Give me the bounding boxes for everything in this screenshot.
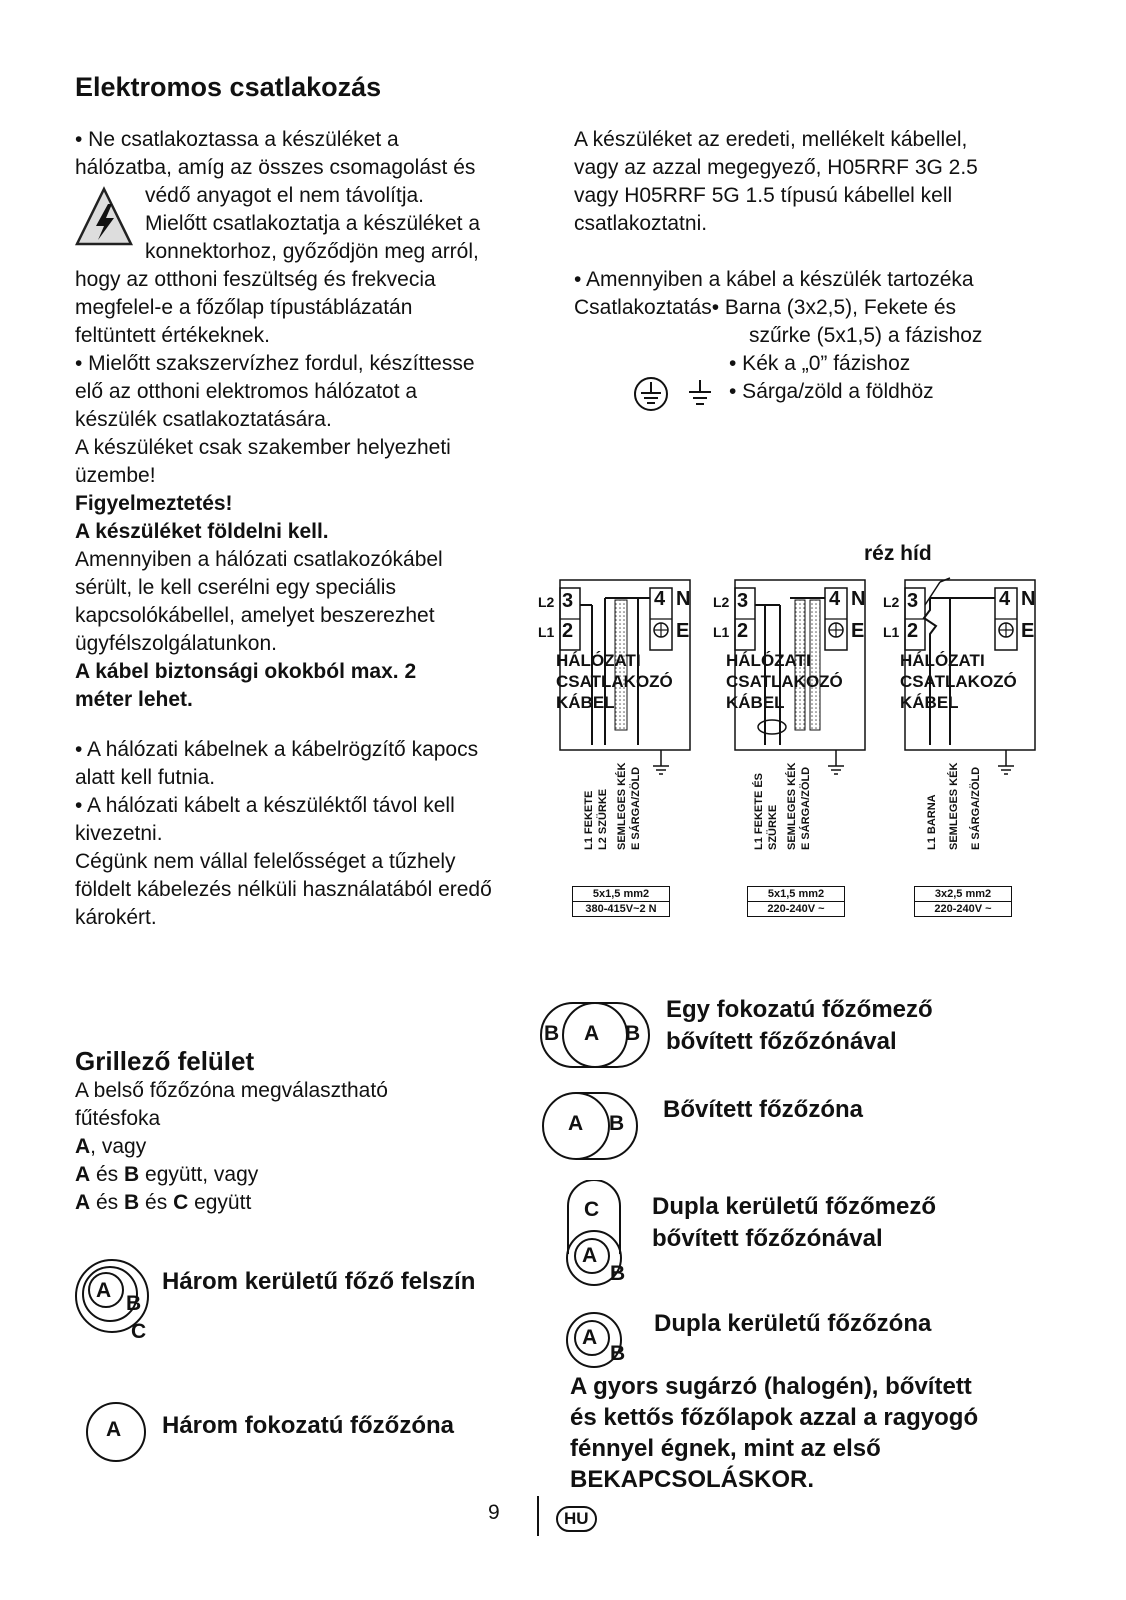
terminal-n: N — [1021, 588, 1036, 610]
text-line: • A hálózati kábelt a készüléktől távol kell — [75, 794, 455, 817]
grill-text — [75, 1077, 388, 1217]
wire-labels-1: L1 FEKETE L2 SZÜRKE SEMLEGES KÉK E SÁRGA/ZÖLD — [583, 762, 642, 850]
text-line: konnektorhoz, győződjön meg arról, — [145, 240, 479, 263]
wire-labels-2: L1 FEKETE ÉS SZÜRKE SEMLEGES KÉK E SÁRGA/ZÖLD — [753, 762, 812, 850]
zone-letter-a: A — [568, 1112, 584, 1135]
zone-letter-b: B — [609, 1112, 625, 1135]
text-line: kapcsolókábellel, amelyet beszerezhet — [75, 604, 435, 627]
text-line: • Amennyiben a kábel a készülék tartozéka — [574, 268, 974, 291]
right-text-block — [574, 126, 982, 406]
text-line: készülék csatlakoztatására. — [75, 408, 332, 431]
text-line: földelt kábelezés nélküli használatából eredő — [75, 878, 492, 901]
text-line: Mielőtt csatlakoztatja a készüléket a — [145, 212, 480, 235]
terminal-3: 3 — [562, 590, 574, 612]
wiring-labels — [530, 570, 1050, 930]
terminal-4: 4 — [999, 588, 1011, 610]
high-voltage-warning-icon — [74, 186, 134, 248]
terminal-2: 2 — [562, 620, 574, 642]
connection-label: Csatlakoztatás — [574, 296, 712, 319]
text-line: vagy H05RRF 5G 1.5 típusú kábellel kell — [574, 184, 953, 207]
text-line: ügyfélszolgálatunkon. — [75, 632, 277, 655]
text-line: A belső főzőzóna megválasztható — [75, 1079, 388, 1102]
zone-letter-a: A — [582, 1244, 598, 1267]
zone-letter-b: B — [544, 1022, 560, 1045]
language-badge: HU — [556, 1506, 597, 1532]
terminal-4: 4 — [654, 588, 666, 610]
text-line: hálózatba, amíg az összes csomagolást és — [75, 156, 476, 179]
terminal-e: E — [1021, 620, 1035, 642]
terminal-3: 3 — [907, 590, 919, 612]
double-label: Dupla kerületű főzőzóna — [654, 1310, 932, 1337]
terminal-e: E — [676, 620, 690, 642]
cable-warning: méter lehet. — [75, 688, 193, 711]
text-line: Cégünk nem vállal felelősséget a tűzhely — [75, 850, 456, 873]
text-line: hogy az otthoni feszültség és frekvecia — [75, 268, 436, 291]
terminal-l1: L1 — [713, 624, 730, 640]
text-line: Amennyiben a hálózati csatlakozókábel — [75, 548, 443, 571]
text-line: • A hálózati kábelnek a kábelrögzítő kapocs — [75, 738, 479, 761]
page-number: 9 — [488, 1501, 500, 1524]
double-extended-label: Dupla kerületű főzőmező bővített főzőzónával — [652, 1193, 937, 1252]
zone-letter-a: A — [106, 1418, 122, 1441]
earth-ground-circle-icon — [633, 376, 669, 412]
cable-label: HÁLÓZATI CSATLAKOZÓ KÁBEL — [556, 651, 673, 712]
terminal-3: 3 — [737, 590, 749, 612]
spec-box-2: 5x1,5 mm2 220-240V ~ — [747, 886, 845, 917]
warning-title: Figyelmeztetés! — [75, 492, 233, 515]
terminal-e: E — [851, 620, 865, 642]
cable-label: HÁLÓZATI CSATLAKOZÓ KÁBEL — [900, 651, 1017, 712]
text-line: feltüntett értékeknek. — [75, 324, 270, 347]
three-circuit-label: Három kerületű főző felszín — [162, 1268, 476, 1295]
extended-label: Bővített főzőzóna — [663, 1096, 863, 1123]
single-extended-label: Egy fokozatú főzőmező bővített főzőzónával — [666, 996, 933, 1055]
zone-letter-b: B — [625, 1022, 641, 1045]
text-line: A készüléket csak szakember helyezheti — [75, 436, 451, 459]
left-text-block — [75, 126, 492, 932]
text-line: csatlakoztatni. — [574, 212, 708, 235]
zone-letter-c: C — [584, 1198, 600, 1221]
text-line: vagy az azzal megegyező, H05RRF 3G 2.5 — [574, 156, 978, 179]
footer-divider — [537, 1496, 539, 1536]
connection-item: szűrke (5x1,5) a fázishoz — [749, 324, 983, 347]
grill-heading: Grillező felület — [75, 1046, 255, 1076]
text-line: védő anyagot el nem távolítja. — [145, 184, 425, 207]
grill-option: A és B és C együtt — [75, 1191, 252, 1214]
zone-letter-a: A — [584, 1022, 600, 1045]
terminal-2: 2 — [907, 620, 919, 642]
halogen-note: A gyors sugárzó (halogén), bővített és kettős főzőlapok azzal a ragyogó fénnyel égnek, mint az első BEKAPCSOLÁSKOR. — [570, 1373, 979, 1493]
wire-labels-3: L1 BARNA SEMLEGES KÉK E SÁRGA/ZÖLD — [926, 762, 982, 850]
warning-line: A készüléket földelni kell. — [75, 520, 329, 543]
zone-letter-b: B — [126, 1292, 142, 1315]
spec-box-3: 3x2,5 mm2 220-240V ~ — [914, 886, 1012, 917]
spec-box-1: 5x1,5 mm2 380-415V~2 N — [572, 886, 670, 917]
text-line: fűtésfoka — [75, 1107, 161, 1130]
terminal-2: 2 — [737, 620, 749, 642]
cable-warning: A kábel biztonsági okokból max. 2 — [75, 660, 417, 683]
text-line: kivezetni. — [75, 822, 163, 845]
earth-ground-icon — [685, 378, 715, 410]
three-stage-label: Három fokozatú főzőzóna — [162, 1412, 454, 1439]
text-line: megfelel-e a főzőlap típustáblázatán — [75, 296, 413, 319]
terminal-l2: L2 — [883, 594, 900, 610]
terminal-n: N — [676, 588, 691, 610]
extended-zone-icon — [538, 1090, 642, 1162]
text-line: • Ne csatlakoztassa a készüléket a — [75, 128, 399, 151]
connection-item: • Sárga/zöld a földhöz — [729, 380, 934, 403]
three-circuit-zone-icon — [72, 1256, 162, 1346]
text-line: károkért. — [75, 906, 157, 929]
zone-letter-b: B — [610, 1262, 626, 1285]
text-line: elő az otthoni elektromos hálózatot a — [75, 380, 418, 403]
terminal-4: 4 — [829, 588, 841, 610]
connection-item: • Barna (3x2,5), Fekete és — [711, 296, 957, 319]
section-heading: Elektromos csatlakozás — [75, 72, 382, 102]
zone-letter-b: B — [610, 1342, 626, 1365]
grill-option: A és B együtt, vagy — [75, 1163, 259, 1186]
terminal-l2: L2 — [713, 594, 730, 610]
terminal-l1: L1 — [883, 624, 900, 640]
text-line: üzembe! — [75, 464, 156, 487]
cable-label: HÁLÓZATI CSATLAKOZÓ KÁBEL — [726, 651, 843, 712]
grill-option: A, vagy — [75, 1135, 147, 1158]
terminal-l1: L1 — [538, 624, 555, 640]
zone-letter-a: A — [582, 1326, 598, 1349]
text-line: sérült, le kell cserélni egy speciális — [75, 576, 396, 599]
bridge-label: réz híd — [864, 542, 932, 565]
text-line: A készüléket az eredeti, mellékelt kábellel, — [574, 128, 968, 151]
terminal-n: N — [851, 588, 866, 610]
terminal-l2: L2 — [538, 594, 555, 610]
zone-letter-a: A — [96, 1279, 112, 1302]
zone-letter-c: C — [131, 1320, 147, 1343]
text-line: • Mielőtt szakszervízhez fordul, készíttesse — [75, 352, 475, 375]
text-line: alatt kell futnia. — [75, 766, 216, 789]
connection-item: • Kék a „0” fázishoz — [729, 352, 911, 375]
